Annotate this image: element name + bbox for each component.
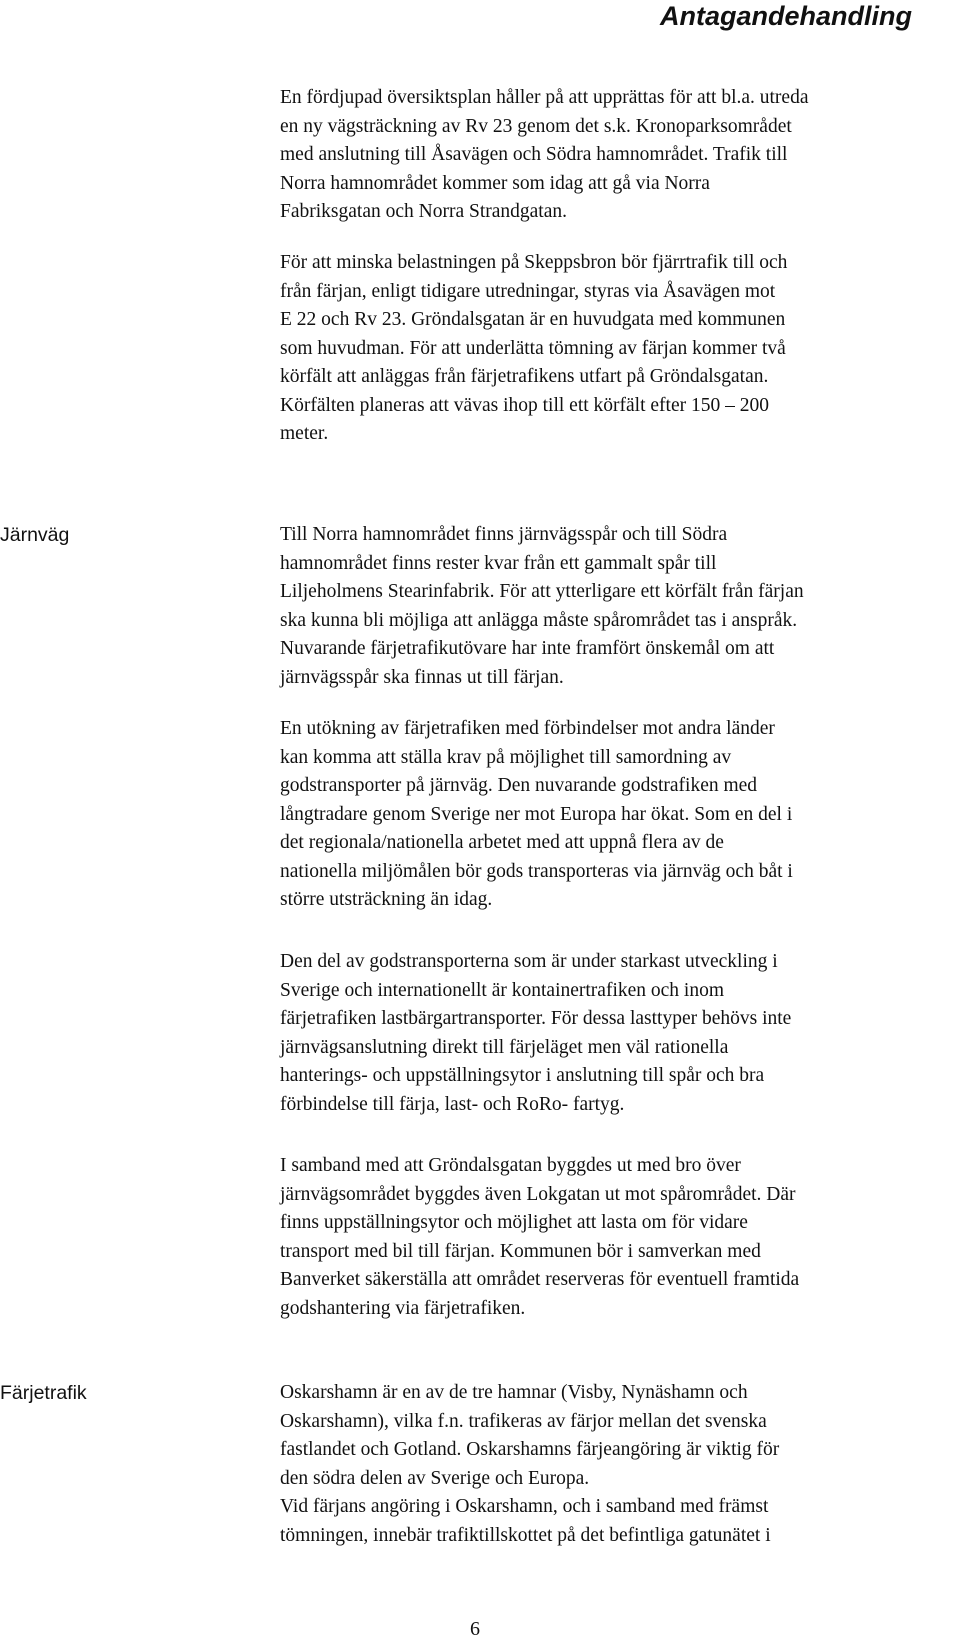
intro-paragraph-1	[280, 84, 920, 227]
text-line: Banverket säkerställa att området reserveras för eventuell framtida	[280, 1269, 800, 1290]
text-line: järnvägsanslutning direkt till färjeläget men väl rationella	[280, 1036, 729, 1058]
text-line: meter.	[280, 423, 329, 444]
text-line: från färjan, enligt tidigare utredningar, styras via Åsavägen mot	[280, 280, 776, 302]
section-label-jarnvag: Järnväg	[0, 524, 70, 546]
farjetrafik-paragraph-1	[280, 1379, 920, 1550]
page-number: 6	[470, 1618, 480, 1640]
text-line: Fabriksgatan och Norra Strandgatan.	[280, 201, 567, 222]
jarnvag-paragraph-3	[280, 948, 920, 1119]
text-line: hanterings- och uppställningsytor i anslutning till spår och bra	[280, 1065, 765, 1086]
text-line: järnvägsspår ska finnas ut till färjan.	[280, 666, 564, 688]
text-line: Den del av godstransporterna som är under starkast utveckling i	[280, 951, 778, 972]
text-line: Oskarshamn är en av de tre hamnar (Visby, Nynäshamn och	[280, 1382, 748, 1403]
text-line: E 22 och Rv 23. Gröndalsgatan är en huvudgata med kommunen	[280, 309, 786, 330]
intro-paragraph-2	[280, 249, 920, 449]
text-line: Vid färjans angöring i Oskarshamn, och i samband med främst	[280, 1496, 769, 1517]
text-line: långtradare genom Sverige ner mot Europa har ökat. Som en del i	[280, 803, 793, 825]
document-header-title: Antagandehandling	[660, 1, 912, 31]
text-line: järnvägsområdet byggdes även Lokgatan ut mot spårområdet. Där	[280, 1183, 796, 1205]
text-line: En fördjupad översiktsplan håller på att upprättas för att bl.a. utreda	[280, 87, 809, 108]
text-line: För att minska belastningen på Skeppsbron bör fjärrtrafik till och	[280, 252, 788, 273]
text-line: Liljeholmens Stearinfabrik. För att ytterligare ett körfält från färjan	[280, 581, 804, 602]
text-line: med anslutning till Åsavägen och Södra hamnområdet. Trafik till	[280, 144, 788, 165]
text-line: Sverige och internationellt är kontainertrafiken och inom	[280, 979, 725, 1001]
text-line: en ny vägsträckning av Rv 23 genom det s.k. Kronoparksområdet	[280, 115, 792, 137]
jarnvag-paragraph-1	[280, 521, 920, 692]
text-line: körfält att anläggas från färjetrafikens utfart på Gröndalsgatan.	[280, 366, 769, 387]
text-line: En utökning av färjetrafiken med förbindelser mot andra länder	[280, 718, 775, 739]
text-line: Oskarshamn), vilka f.n. trafikeras av färjor mellan det svenska	[280, 1410, 767, 1432]
text-line: det regionala/nationella arbetet med att uppnå flera av de	[280, 832, 724, 853]
text-line: Norra hamnområdet kommer som idag att gå via Norra	[280, 172, 710, 194]
text-line: finns uppställningsytor och möjlighet att lasta om för vidare	[280, 1212, 748, 1233]
text-line: den södra delen av Sverige och Europa.	[280, 1467, 590, 1489]
text-line: transport med bil till färjan. Kommunen bör i samverkan med	[280, 1240, 761, 1262]
text-line: färjetrafiken lastbärgartransporter. För dessa lasttyper behövs inte	[280, 1008, 792, 1029]
text-line: Nuvarande färjetrafikutövare har inte framfört önskemål om att	[280, 638, 775, 659]
text-line: nationella miljömålen bör gods transporteras via järnväg och båt i	[280, 860, 793, 882]
text-line: som huvudman. För att underlätta tömning av färjan kommer två	[280, 337, 786, 359]
jarnvag-paragraph-4	[280, 1152, 920, 1323]
section-label-farjetrafik: Färjetrafik	[0, 1382, 87, 1404]
text-line: godstransporter på järnväg. Den nuvarande godstrafiken med	[280, 775, 758, 796]
text-line: I samband med att Gröndalsgatan byggdes ut med bro över	[280, 1155, 741, 1176]
text-line: godshantering via färjetrafiken.	[280, 1297, 526, 1319]
text-line: ska kunna bli möjliga att anlägga måste spårområdet tas i anspråk.	[280, 609, 798, 631]
text-line: Till Norra hamnområdet finns järnvägsspår och till Södra	[280, 524, 728, 545]
text-line: hamnområdet finns rester kvar från ett gammalt spår till	[280, 552, 717, 574]
text-line: större utsträckning än idag.	[280, 889, 493, 910]
text-line: fastlandet och Gotland. Oskarshamns färjeangöring är viktig för	[280, 1439, 780, 1460]
text-line: tömningen, innebär trafiktillskottet på det befintliga gatunätet i	[280, 1524, 771, 1546]
text-line: kan komma att ställa krav på möjlighet till samordning av	[280, 746, 732, 768]
jarnvag-paragraph-2	[280, 715, 920, 915]
text-line: Körfälten planeras att vävas ihop till ett körfält efter 150 – 200	[280, 394, 769, 416]
text-line: förbindelse till färja, last- och RoRo- fartyg.	[280, 1093, 625, 1115]
